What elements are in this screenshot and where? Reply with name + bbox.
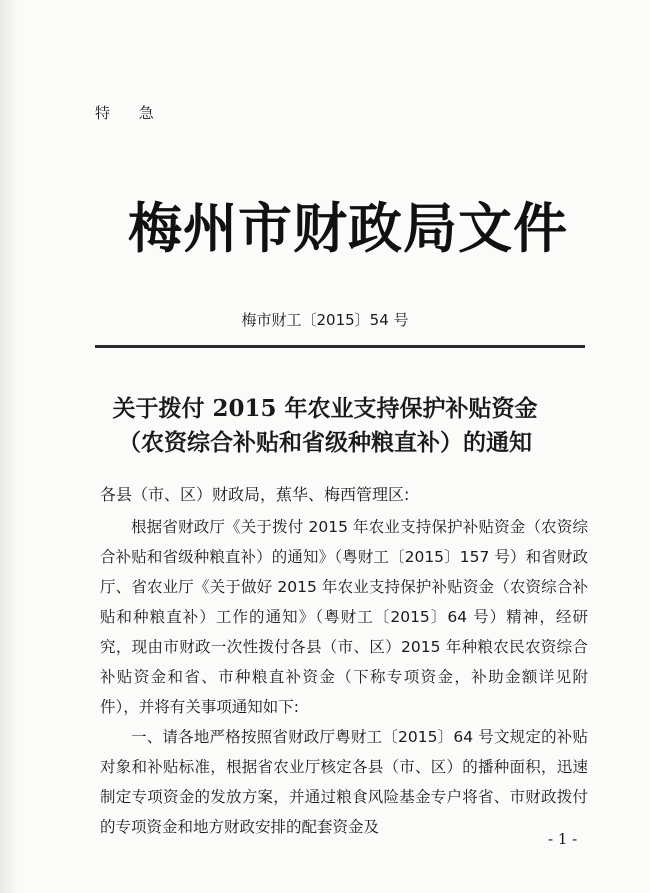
body-paragraph: 一、请各地严格按照省财政厅粤财工〔2015〕64 号文规定的补贴对象和补贴标准，根据省农业厅核定各县（市、区）的播种面积，迅速制定专项资金的发放方案，并通过粮食风险基金专户将省、市财政拨付的专项资金和地方财政安排的配套资金及 (100, 728, 588, 836)
notice-title-line-1: 关于拨付 2015 年农业支持保护补贴资金 (112, 395, 538, 422)
notice-title (0, 392, 650, 460)
body-text (100, 512, 588, 842)
document-number: 梅市财工〔2015〕54 号 (241, 311, 409, 329)
page-number: - 1 - (548, 830, 578, 848)
notice-title-line-2: （农资综合补贴和省级种粮直补）的通知 (118, 429, 532, 456)
issuer-header-title: 梅州市财政局文件 (128, 197, 568, 260)
addressee: 各县（市、区）财政局，蕉华、梅西管理区: (100, 485, 410, 504)
header-divider (95, 345, 585, 348)
body-paragraph: 根据省财政厅《关于拨付 2015 年农业支持保护补贴资金（农资综合补贴和省级种粮直补）的通知》（粤财工〔2015〕157 号）和省财政厅、省农业厅《关于做好 2015 年农业支持保护补贴资金（农资综合补贴和种粮直补）工作的通知》（粤财工〔2015〕64 号）精神，经研究，现由市财政一次性拨付各县（市、区）2015 年种粮农民农资综合补贴资金和省、市种粮直补资金（下称专项资金，补助金额详见附件），并将有关事项通知如下: (100, 518, 588, 716)
urgency-label: 特 急 (95, 104, 166, 122)
